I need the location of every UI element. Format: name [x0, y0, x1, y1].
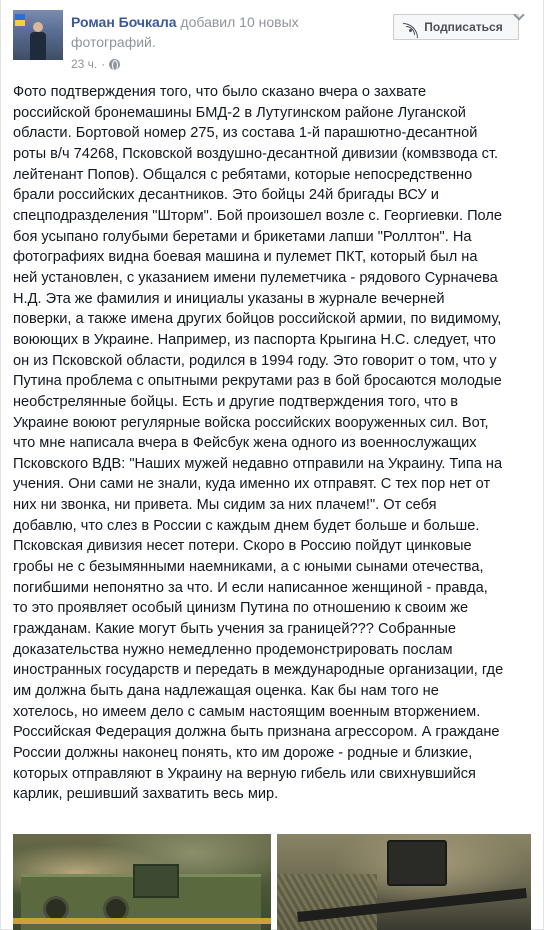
post-meta	[71, 57, 120, 71]
flag-yellow-stripe	[15, 20, 25, 26]
subscribe-button[interactable]	[393, 14, 519, 40]
avatar-person	[30, 22, 46, 60]
post-body-text: Фото подтверждения того, что было сказано вчера о захвате российской бронемашины БМД-2 в Лутугинском районе Луганской области. Бортовой номер 275, из состава 1-й парашютно-десантной роты в/ч 74268, Псковской воздушно-десантной дивизии (комвзвода ст. лейтенант Попов). Общался с ребятами, которые непосредственно брали российских десантников. Это бойцы 24й бригады ВСУ и спецподразделения "Шторм". Бой произошел возле с. Георгиевки. Поле боя усыпано голубыми беретами и брикетами лапши "Роллтон". На фотографиях видна боевая машина и пулемет ПКТ, который был на ней установлен, с указанием имени пулеметчика - рядового Сурначева Н.Д. Эта же фамилия и инициалы указаны в журнале вечерней поверки, а также имена других бойцов российской армии, по видимому, воюющих в Украине. Например, из паспорта Крыгина Н.С. следует, что он из Псковской области, родился в 1994 году. Это говорит о том, что у Путина проблема с опытными рекрутами раз в бой бросаются молодые необстрелянные бойцы. Есть и другие подтверждения того, что в Украине воюют регулярные войска российских вооруженных сил. Вот, что мне написала вчера в Фейсбук жена одного из военнослужащих Псковского ВДВ: "Наших мужей недавно отправили на Украину. Типа на учения. Они сами не знали, куда именно их отправят. С тех пор нет от них ни звонка, ни привета. Мы сидим за них плачем!". От себя добавлю, что слез в России с каждым днем будет больше и больше. Псковская дивизия несет потери. Скоро в Россию пойдут цинковые гробы не с безымянными наемниками, а с юными сынами отечества, погибшими непонятно за что. И если написанное женщиной - правда, то это проявляет особый цинизм Путина по отношению к своим же гражданам. Какие могут быть учения за границей??? Собранные доказательства нужно немедленно продемонстрировать послам иностранных государств и передать в международные организации, где им должна быть дана надлежащая оценка. Как бы нам того не хотелось, но имеем дело с самым настоящим военным вторжением. Российская Федерация должна быть признана агрессором. А граждане России должны наконец понять, кто им дороже - родные и близкие, которых отправляют в Украину на верную гибель или свихнувшийся карлик, решивший захватить весь мир.	[13, 84, 504, 803]
post-photo-vehicle[interactable]	[13, 834, 271, 930]
photo-gun-body	[387, 840, 447, 886]
avatar[interactable]	[13, 10, 63, 60]
avatar-torso	[30, 32, 46, 60]
photo-vehicle-strip	[13, 918, 271, 924]
meta-separator: ·	[101, 57, 106, 71]
photo-grid	[13, 834, 531, 930]
photo-vehicle-crate	[133, 864, 179, 898]
post-header	[13, 10, 531, 72]
post-action-text: добавил 10 новых фотографий.	[71, 14, 299, 50]
author-link[interactable]: Роман Бочкала	[71, 14, 177, 30]
chevron-down-icon[interactable]	[512, 10, 526, 22]
avatar-head	[33, 22, 43, 32]
flag-icon	[15, 14, 25, 26]
subscribe-label: Подписаться	[424, 20, 503, 34]
post-photo-machine-gun[interactable]	[277, 834, 531, 930]
rss-icon	[409, 22, 419, 32]
post-headline	[71, 12, 371, 52]
post-timestamp[interactable]: 23 ч.	[71, 57, 98, 71]
globe-icon[interactable]	[109, 59, 120, 70]
photo-grass	[277, 874, 377, 930]
